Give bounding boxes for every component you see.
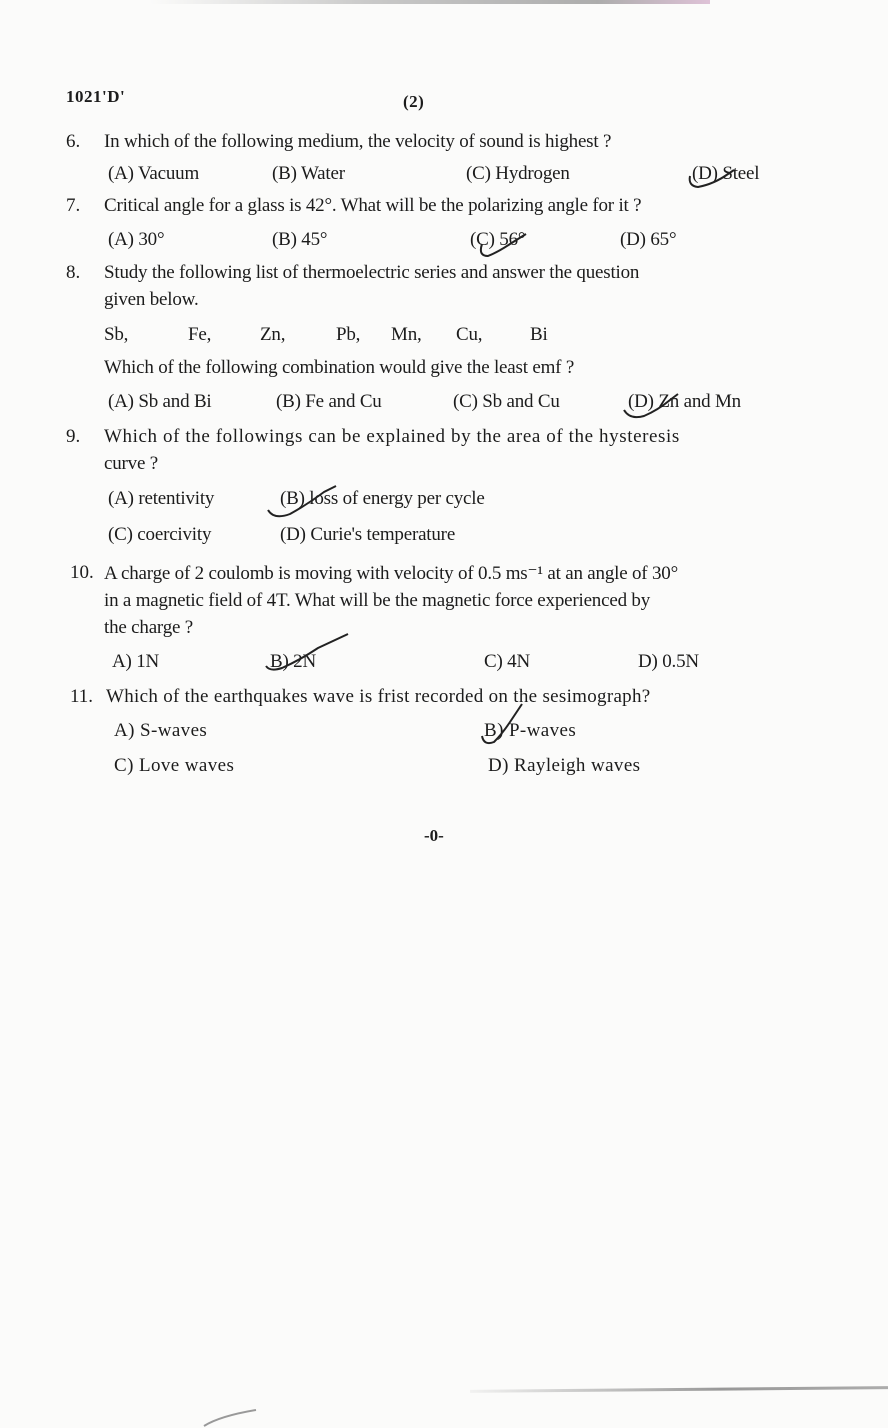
option-b: (B) Water xyxy=(272,163,345,184)
series-item: Mn, xyxy=(391,324,422,345)
end-marker: -0- xyxy=(424,826,444,845)
scan-edge-bottom xyxy=(470,1386,888,1393)
question-text-line-1: Study the following list of thermoelectric series and answer the question xyxy=(104,262,640,283)
option-c: C) 4N xyxy=(484,651,530,672)
series-item: Cu, xyxy=(456,324,483,345)
question-number: 7. xyxy=(66,195,81,216)
question-text-line-1: Which of the followings can be explained by the area of the hysteresis xyxy=(104,426,680,447)
option-d: (D) 65° xyxy=(620,229,677,250)
scan-edge-top xyxy=(150,0,710,4)
series-item: Bi xyxy=(530,324,548,345)
page-number: (2) xyxy=(403,92,425,111)
option-c: C) Love waves xyxy=(114,755,235,776)
question-text: In which of the following medium, the velocity of sound is highest ? xyxy=(104,131,612,152)
paper-code: 1021'D' xyxy=(66,87,126,106)
question-number: 10. xyxy=(70,562,94,583)
option-a: A) 1N xyxy=(112,651,160,672)
option-a: (A) retentivity xyxy=(108,488,215,509)
option-d: D) 0.5N xyxy=(638,651,699,672)
option-b-marked: (B) loss of energy per cycle xyxy=(280,488,485,509)
question-text-line-3: the charge ? xyxy=(104,617,194,638)
option-c: (C) Sb and Cu xyxy=(453,391,560,412)
question-number: 11. xyxy=(70,686,94,707)
pen-stroke-icon xyxy=(200,1404,260,1428)
option-b: (B) 45° xyxy=(272,229,328,250)
question-text: Which of the earthquakes wave is frist recorded on the sesimograph? xyxy=(106,686,651,707)
series-item: Zn, xyxy=(260,324,286,345)
option-c: (C) Hydrogen xyxy=(466,163,570,184)
option-d-marked: (D) Zn and Mn xyxy=(628,391,741,412)
question-number: 9. xyxy=(66,426,81,447)
question-text-line-2: given below. xyxy=(104,289,199,310)
question-text-line-2: curve ? xyxy=(104,453,158,474)
question-text-line-1: A charge of 2 coulomb is moving with velocity of 0.5 ms⁻¹ at an angle of 30° xyxy=(104,563,678,584)
series-item: Pb, xyxy=(336,324,361,345)
option-a: (A) Vacuum xyxy=(108,163,200,184)
option-c-marked: (C) 56° xyxy=(470,229,526,250)
option-b-marked: B) P-waves xyxy=(484,720,577,741)
question-text-line-2: in a magnetic field of 4T. What will be the magnetic force experienced by xyxy=(104,590,651,611)
series-item: Sb, xyxy=(104,324,129,345)
option-b: (B) Fe and Cu xyxy=(276,391,382,412)
question-number: 6. xyxy=(66,131,81,152)
option-d: D) Rayleigh waves xyxy=(488,755,641,776)
sub-question: Which of the following combination would give the least emf ? xyxy=(104,357,575,378)
option-a: A) S-waves xyxy=(114,720,208,741)
option-a: (A) Sb and Bi xyxy=(108,391,212,412)
option-a: (A) 30° xyxy=(108,229,165,250)
option-d: (D) Curie's temperature xyxy=(280,524,456,545)
option-c: (C) coercivity xyxy=(108,524,212,545)
question-number: 8. xyxy=(66,262,81,283)
series-item: Fe, xyxy=(188,324,212,345)
question-text: Critical angle for a glass is 42°. What will be the polarizing angle for it ? xyxy=(104,195,642,216)
option-d-marked: (D) Steel xyxy=(692,163,760,184)
option-b-marked: B) 2N xyxy=(270,651,316,672)
